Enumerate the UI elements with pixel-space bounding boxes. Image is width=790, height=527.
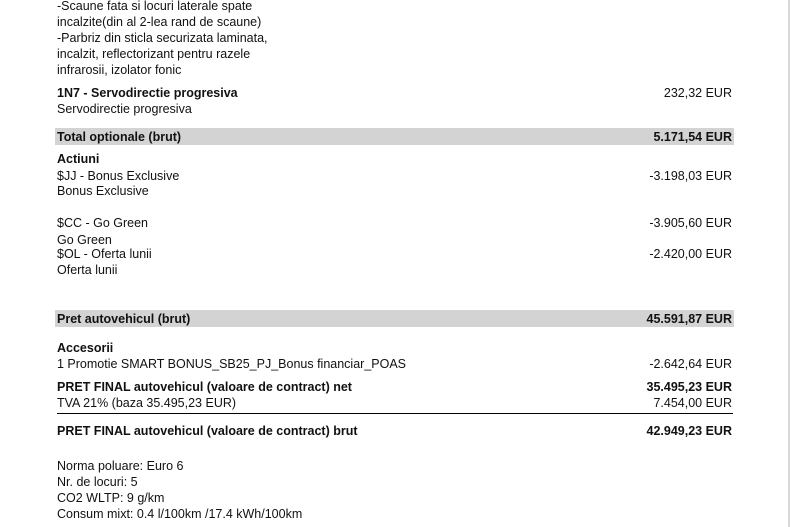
total-optionale-label: Total optionale (brut)	[57, 130, 182, 144]
pret-final-brut-amount: 42.949,23 EUR	[646, 424, 732, 438]
pret-final-net-label: PRET FINAL autovehicul (valoare de contract) net	[57, 380, 352, 394]
pret-final-brut-label: PRET FINAL autovehicul (valoare de contract) brut	[57, 424, 358, 438]
spec-nr-locuri: Nr. de locuri: 5	[57, 475, 138, 489]
option-title: 1N7 - Servodirectie progresiva	[57, 86, 238, 100]
intro-line: incalzit, reflectorizant pentru razele	[57, 47, 251, 61]
total-optionale-amount: 5.171,54 EUR	[653, 130, 732, 144]
pret-autovehicul-amount: 45.591,87 EUR	[646, 312, 732, 326]
spec-norma-poluare: Norma poluare: Euro 6	[57, 459, 184, 473]
actiune-cc-desc: Go Green	[57, 233, 112, 247]
spec-co2: CO2 WLTP: 9 g/km	[57, 491, 165, 505]
accesoriu-amount: -2.642,64 EUR	[649, 357, 732, 371]
actiune-cc-amount: -3.905,60 EUR	[649, 216, 732, 230]
actiune-ol-title: $OL - Oferta lunii	[57, 247, 152, 261]
actiune-jj-amount: -3.198,03 EUR	[649, 169, 732, 183]
actiune-ol-desc: Oferta lunii	[57, 263, 118, 277]
pret-final-net-amount: 35.495,23 EUR	[646, 380, 732, 394]
tva-amount: 7.454,00 EUR	[653, 396, 732, 410]
intro-line: -Scaune fata si locuri laterale spate	[57, 0, 253, 13]
intro-line: infrarosii, izolator fonic	[57, 63, 182, 77]
actiune-jj-desc: Bonus Exclusive	[57, 184, 149, 198]
option-amount: 232,32 EUR	[663, 86, 732, 100]
intro-line: incalzite(din al 2-lea rand de scaune)	[57, 15, 262, 29]
total-divider	[57, 413, 733, 414]
actiune-cc-title: $CC - Go Green	[57, 216, 149, 230]
actiune-jj-title: $JJ - Bonus Exclusive	[57, 169, 180, 183]
actiuni-heading: Actiuni	[57, 152, 100, 166]
tva-label: TVA 21% (baza 35.495,23 EUR)	[57, 396, 237, 410]
intro-line: -Parbriz din sticla securizata laminata,	[57, 31, 268, 45]
spec-consum: Consum mixt: 0.4 l/100km /17.4 kWh/100km	[57, 507, 303, 521]
accesoriu-item: 1 Promotie SMART BONUS_SB25_PJ_Bonus financiar_POAS	[57, 357, 407, 371]
accesorii-heading: Accesorii	[57, 341, 114, 355]
actiune-ol-amount: -2.420,00 EUR	[649, 247, 732, 261]
option-desc: Servodirectie progresiva	[57, 102, 192, 116]
pret-autovehicul-label: Pret autovehicul (brut)	[57, 312, 191, 326]
